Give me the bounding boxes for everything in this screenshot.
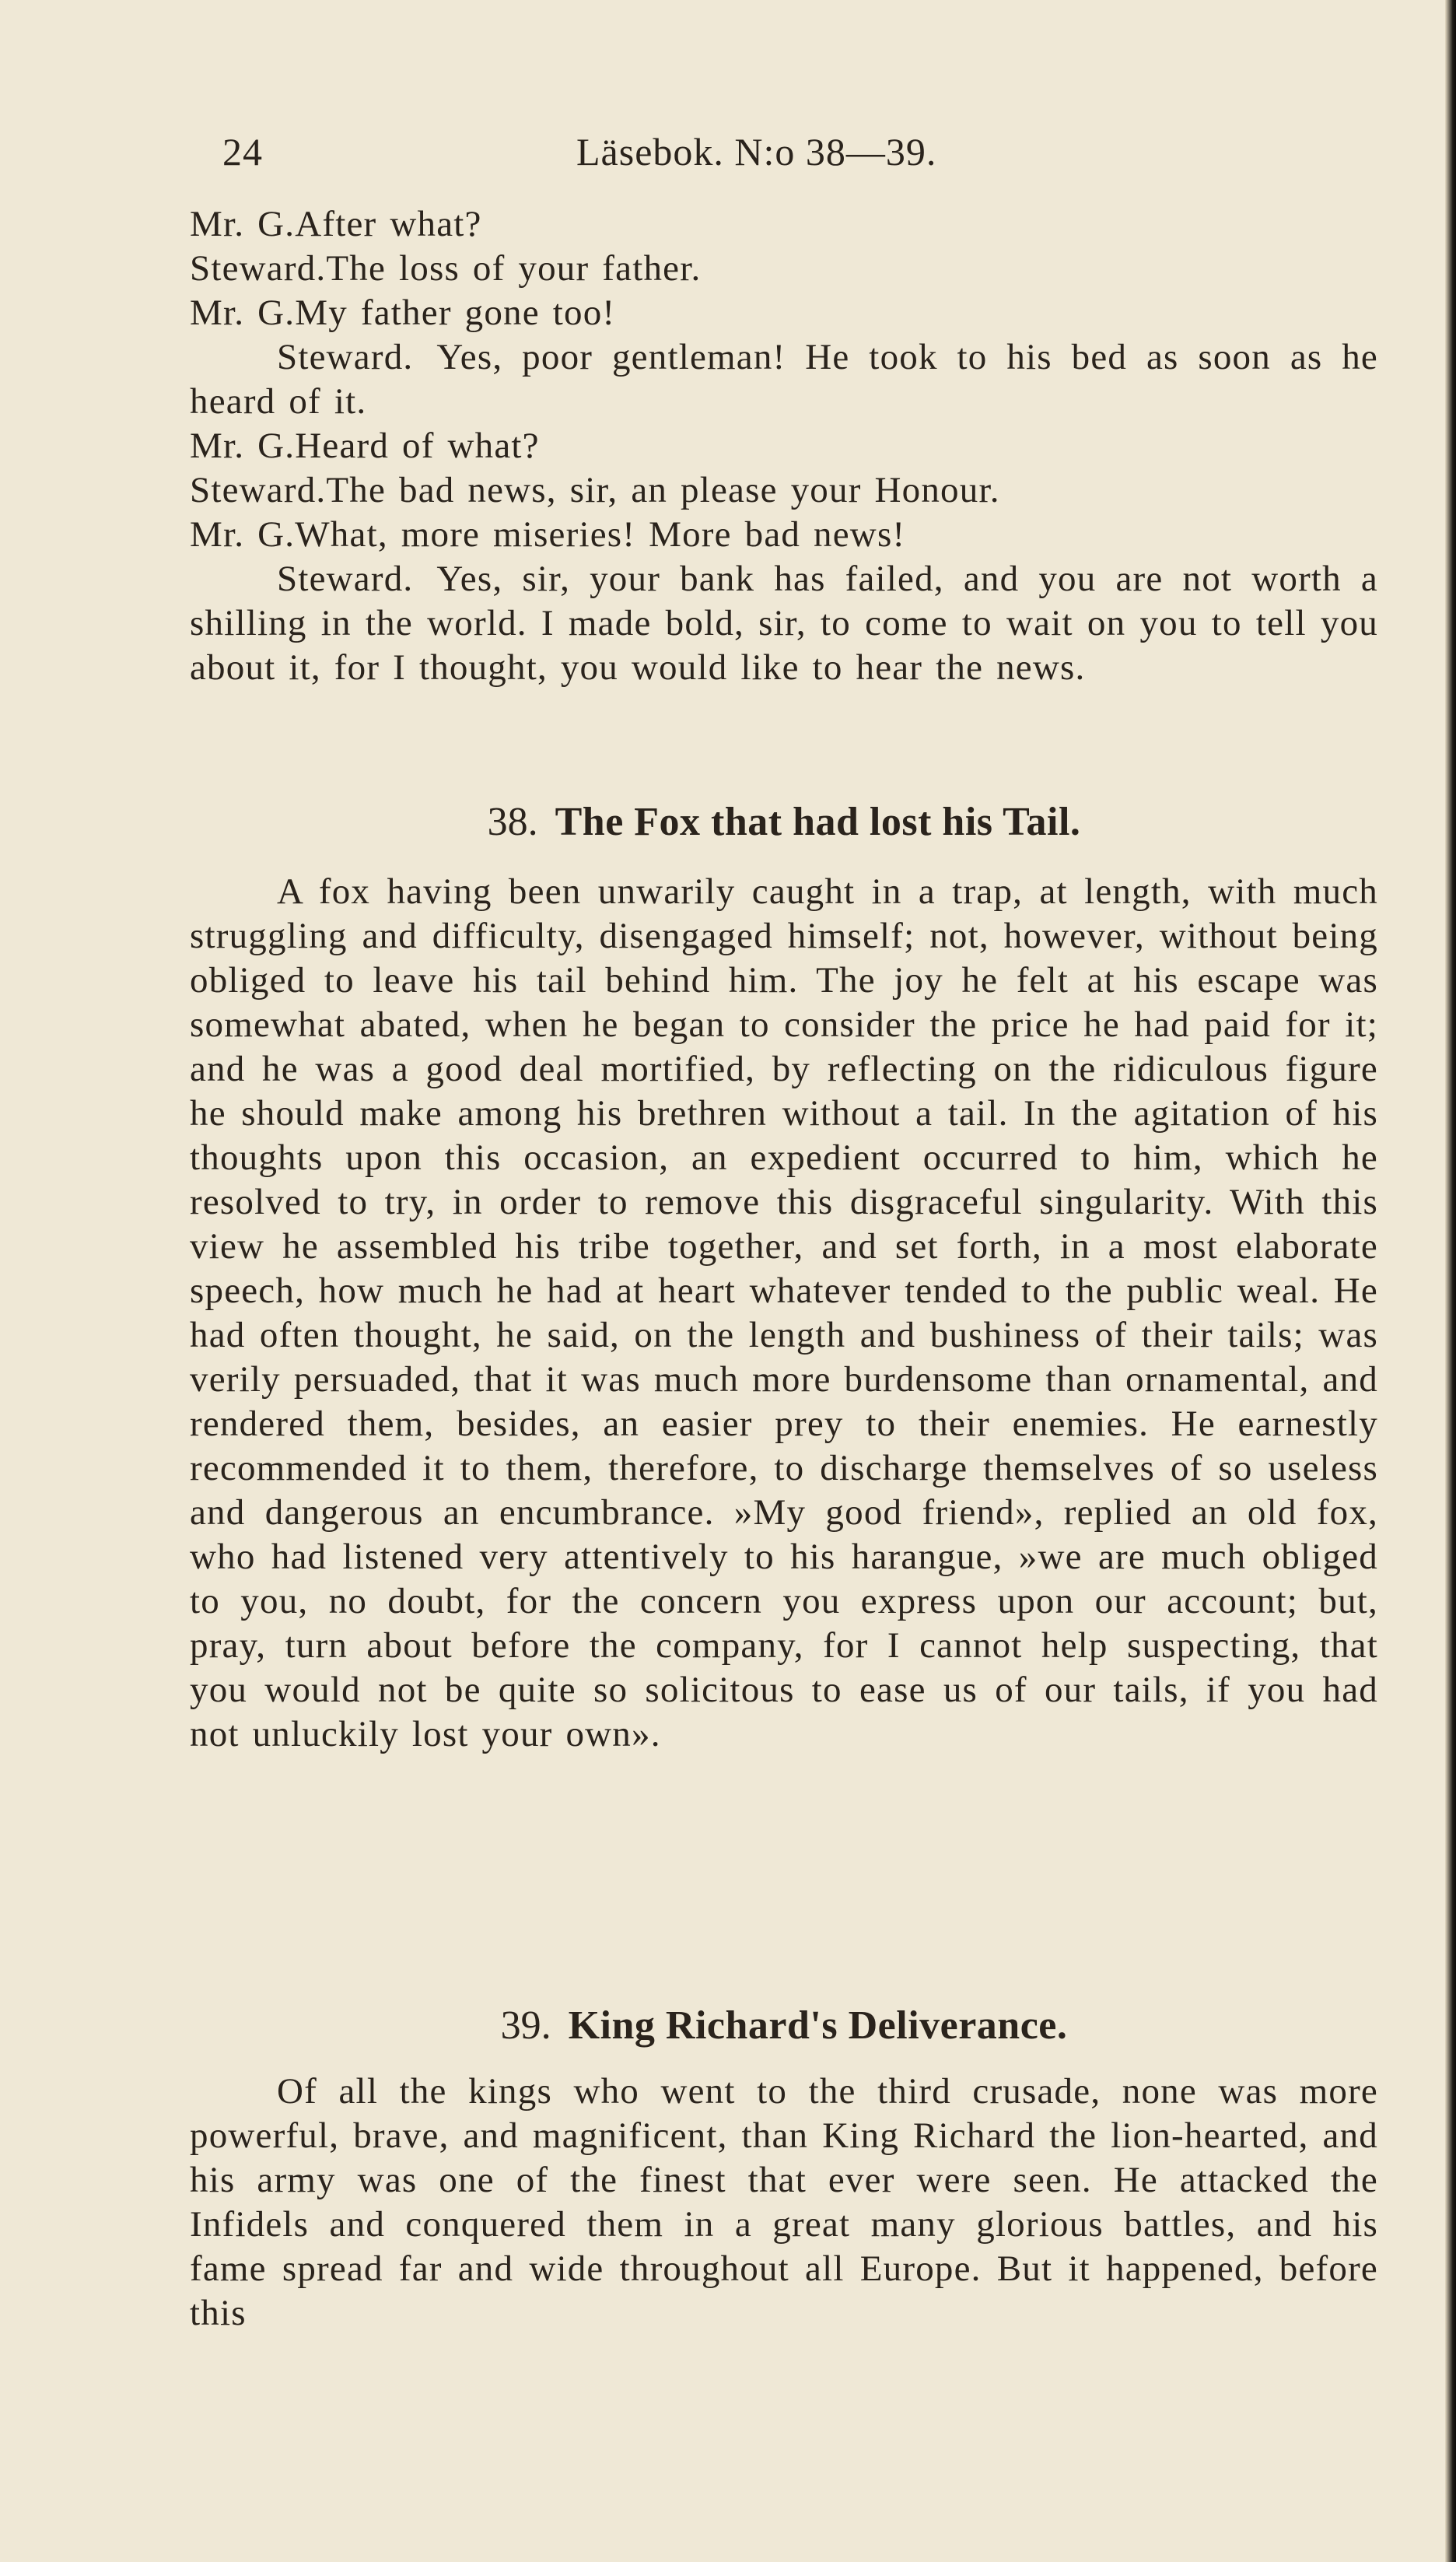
running-title: Läsebok. N:o 38—39. [576, 130, 937, 173]
dialogue-text: The loss of your father. [326, 248, 702, 289]
dialogue-block [190, 202, 1378, 690]
speaker-label: Mr. G. [190, 293, 296, 333]
dialogue-text: Yes, poor gentleman! He took to his bed as soon as he heard of it. [190, 337, 1378, 422]
speaker-label: Steward. [277, 337, 414, 377]
section-title: The Fox that had lost his Tail. [555, 800, 1081, 844]
speaker-label: Steward. [277, 559, 414, 599]
dialogue-line [190, 557, 1378, 690]
speaker-label: Steward. [190, 248, 327, 289]
dialogue-text: Yes, sir, your bank has failed, and you are not worth a shilling in the world. I made bold, sir, to come to wait on you to tell you about it, for I thought, you would like to hear the news. [190, 559, 1378, 688]
dialogue-line [190, 335, 1378, 424]
dialogue-line [190, 468, 1378, 513]
section-heading-38 [190, 797, 1378, 847]
dialogue-line [190, 424, 1378, 468]
story-paragraph: A fox having been unwarily caught in a trap, at length, with much struggling and difficulty, disengaged himself; not, however, without being obliged to leave his tail behind him. The joy he felt at his escape was somewhat abated, when he began to consider the price he had paid for it; and he was a good deal mortified, by reflecting on the ridiculous figure he should make among his brethren without a tail. In the agitation of his thoughts upon this occasion, an expedient occurred to him, which he resolved to try, in order to remove this disgraceful singularity. With this view he assembled his tribe together, and set forth, in a most elaborate speech, how much he had at heart whatever tended to the public weal. He had often thought, he said, on the length and bushiness of their tails; was verily persuaded, that it was much more burdensome than ornamental, and rendered them, besides, an easier prey to their enemies. He earnestly recommended it to them, therefore, to discharge themselves of so useless and dangerous an encumbrance. »My good friend», replied an old fox, who had listened very attentively to his harangue, »we are much obliged to you, no doubt, for the concern you express upon our account; but, pray, turn about before the company, for I cannot help suspecting, that you would not be quite so solicitous to ease us of our tails, if you had not unluckily lost your own». [190, 871, 1378, 1754]
speaker-label: Mr. G. [190, 426, 296, 466]
story-fox [190, 870, 1378, 1757]
dialogue-line [190, 247, 1378, 291]
story-paragraph: Of all the kings who went to the third crusade, none was more powerful, brave, and magnificent, than King Richard the lion-hearted, and his army was one of the finest that ever were seen. He attacked the Infidels and conquered them in a great many glorious battles, and his fame spread far and wide throughout all Europe. But it happened, before this [190, 2071, 1378, 2333]
section-title: King Richard's Deliverance. [568, 2003, 1068, 2048]
section-number: 38. [487, 800, 538, 844]
dialogue-line [190, 202, 1378, 247]
section-number: 39. [500, 2003, 551, 2048]
story-king-richard [190, 2070, 1378, 2336]
dialogue-text: What, more miseries! More bad news! [295, 514, 906, 555]
dialogue-line [190, 513, 1378, 557]
page-number: 24 [222, 130, 263, 173]
dialogue-text: After what? [295, 204, 482, 244]
speaker-label: Mr. G. [190, 514, 296, 555]
section-heading-39 [190, 2001, 1378, 2051]
page-binding-edge [1445, 0, 1456, 2562]
speaker-label: Mr. G. [190, 204, 296, 244]
dialogue-line [190, 291, 1378, 335]
dialogue-text: My father gone too! [295, 293, 616, 333]
dialogue-text: Heard of what? [295, 426, 540, 466]
speaker-label: Steward. [190, 470, 327, 510]
dialogue-text: The bad news, sir, an please your Honour. [326, 470, 1000, 510]
